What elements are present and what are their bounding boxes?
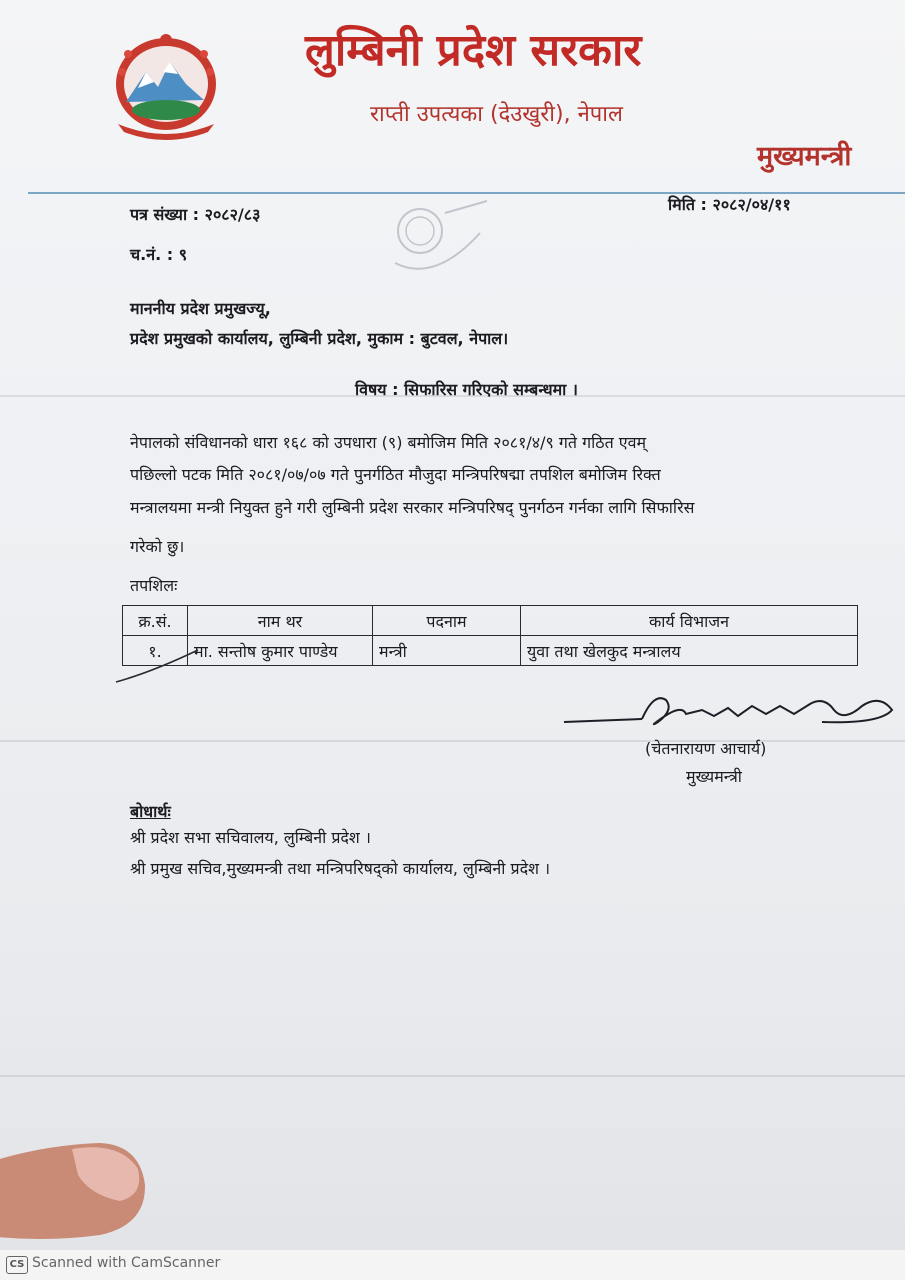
table-cell: १. [123,636,188,666]
recipient-address: प्रदेश प्रमुखको कार्यालय, लुम्बिनी प्रदेश, मुकाम : बुटवल, नेपाल। [130,329,509,348]
pen-mark-icon [112,646,202,686]
government-address: राप्ती उपत्यका (देउखुरी), नेपाल [370,102,623,127]
recipient-salutation: माननीय प्रदेश प्रमुखज्यू, [130,299,271,318]
body-line: गरेको छु। [130,537,185,556]
letter-date: मिति : २०८२/०४/११ [668,195,791,214]
body-line: पछिल्लो पटक मिति २०८१/०७/०७ गते पुनर्गठित मौजुदा मन्त्रिपरिषद्मा तपशिल बमोजिम रिक्त [130,465,661,484]
nepal-emblem-icon [108,32,224,140]
table-cell: मन्त्री [373,636,521,666]
table-header-row [123,606,858,636]
schedule-label: तपशिलः [130,576,178,595]
letter-number: पत्र संख्या : २०८२/८३ [130,205,261,224]
table-row [123,636,858,666]
cc-item: श्री प्रदेश सभा सचिवालय, लुम्बिनी प्रदेश । [130,828,371,847]
dispatch-number: च.नं. : ९ [130,245,188,264]
body-line: नेपालको संविधानको धारा १६८ को उपधारा (९) बमोजिम मिति २०८१/४/९ गते गठित एवम् [130,433,647,452]
body-line: मन्त्रालयमा मन्त्री नियुक्त हुने गरी लुम्बिनी प्रदेश सरकार मन्त्रिपरिषद् पुनर्गठन गर्नका लागि सिफारिस [130,498,695,517]
office-title: मुख्यमन्त्री [757,141,852,172]
scanner-watermark: Scanned with CamScanner [32,1255,221,1271]
paper-fold [0,1075,905,1077]
column-header: कार्य विभाजन [521,606,858,636]
column-header: नाम थर [188,606,373,636]
appointment-table [122,605,858,666]
cc-item: श्री प्रमुख सचिव,मुख्यमन्त्री तथा मन्त्रिपरिषद्को कार्यालय, लुम्बिनी प्रदेश । [130,859,551,878]
column-header: पदनाम [373,606,521,636]
signatory-name: (चेतनारायण आचार्य) [645,739,767,758]
office-stamp-icon [375,193,495,293]
thumb-icon [0,1135,150,1245]
camscanner-logo-icon: CS [6,1256,28,1274]
government-title: लुम्बिनी प्रदेश सरकार [305,25,642,76]
column-header: क्र.सं. [123,606,188,636]
letter-subject: विषय : सिफारिस गरिएको सम्बन्धमा । [355,380,578,399]
table-cell: मा. सन्तोष कुमार पाण्डेय [188,636,373,666]
signatory-title: मुख्यमन्त्री [686,767,742,786]
cc-label: बोधार्थः [130,802,171,821]
table-cell: युवा तथा खेलकुद मन्त्रालय [521,636,858,666]
